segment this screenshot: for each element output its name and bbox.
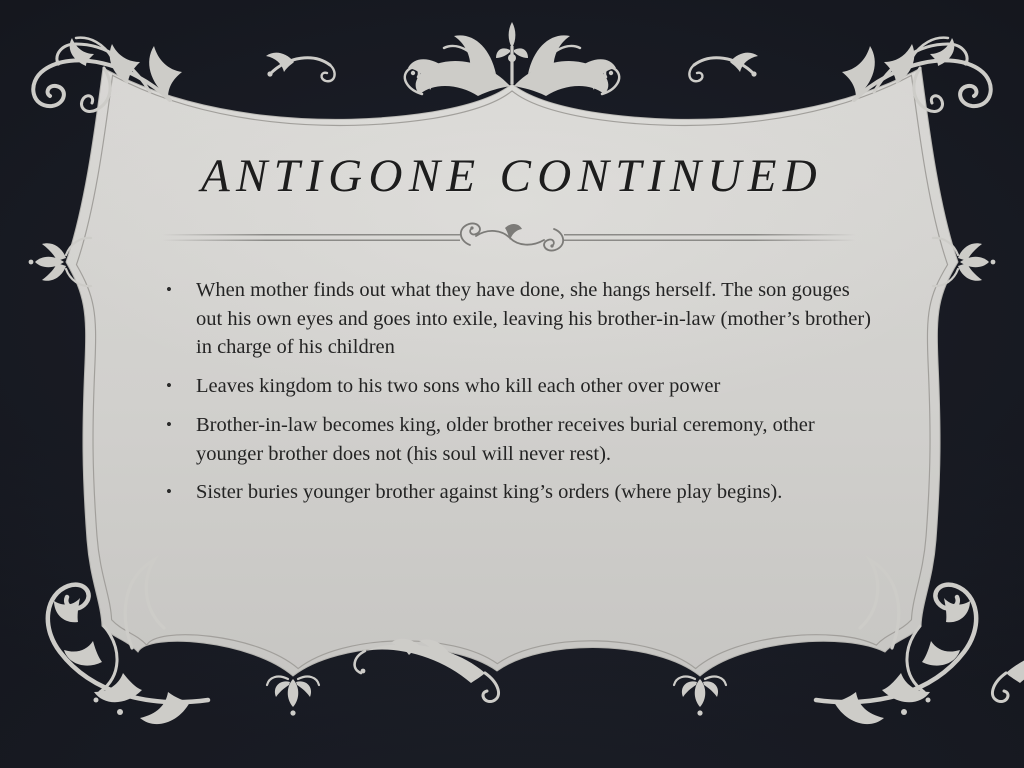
bullet-item (166, 411, 872, 468)
bullet-item (166, 276, 872, 362)
bullet-text: Leaves kingdom to his two sons who kill each other over power (196, 375, 721, 398)
slide-title: ANTIGONE CONTINUED (200, 150, 824, 202)
pendant-fleur-bottom-left (267, 677, 319, 716)
pendant-fleur-bottom-right (674, 677, 726, 716)
bullet-item (166, 372, 872, 401)
bullet-list (166, 276, 872, 517)
bullet-text: When mother finds out what they have done, she hangs herself. The son gouges out his own eyes and goes into exile, leaving his brother-in-law (mother’s brother) in charge of his children (196, 279, 871, 359)
bullet-marker: • (166, 376, 172, 396)
top-edge-curl-right (689, 53, 758, 82)
bullet-text: Brother-in-law becomes king, older brother receives burial ceremony, other younger brother does not (his soul will never rest). (196, 413, 815, 465)
bullet-item (166, 478, 872, 507)
bullet-text: Sister buries younger brother against king’s orders (where play begins). (196, 481, 783, 504)
bullet-marker: • (166, 482, 172, 502)
bullet-marker: • (166, 414, 172, 434)
top-edge-curl-left (266, 53, 335, 82)
bullet-marker: • (166, 280, 172, 299)
feather-scroll-bottom-right (992, 639, 1024, 702)
